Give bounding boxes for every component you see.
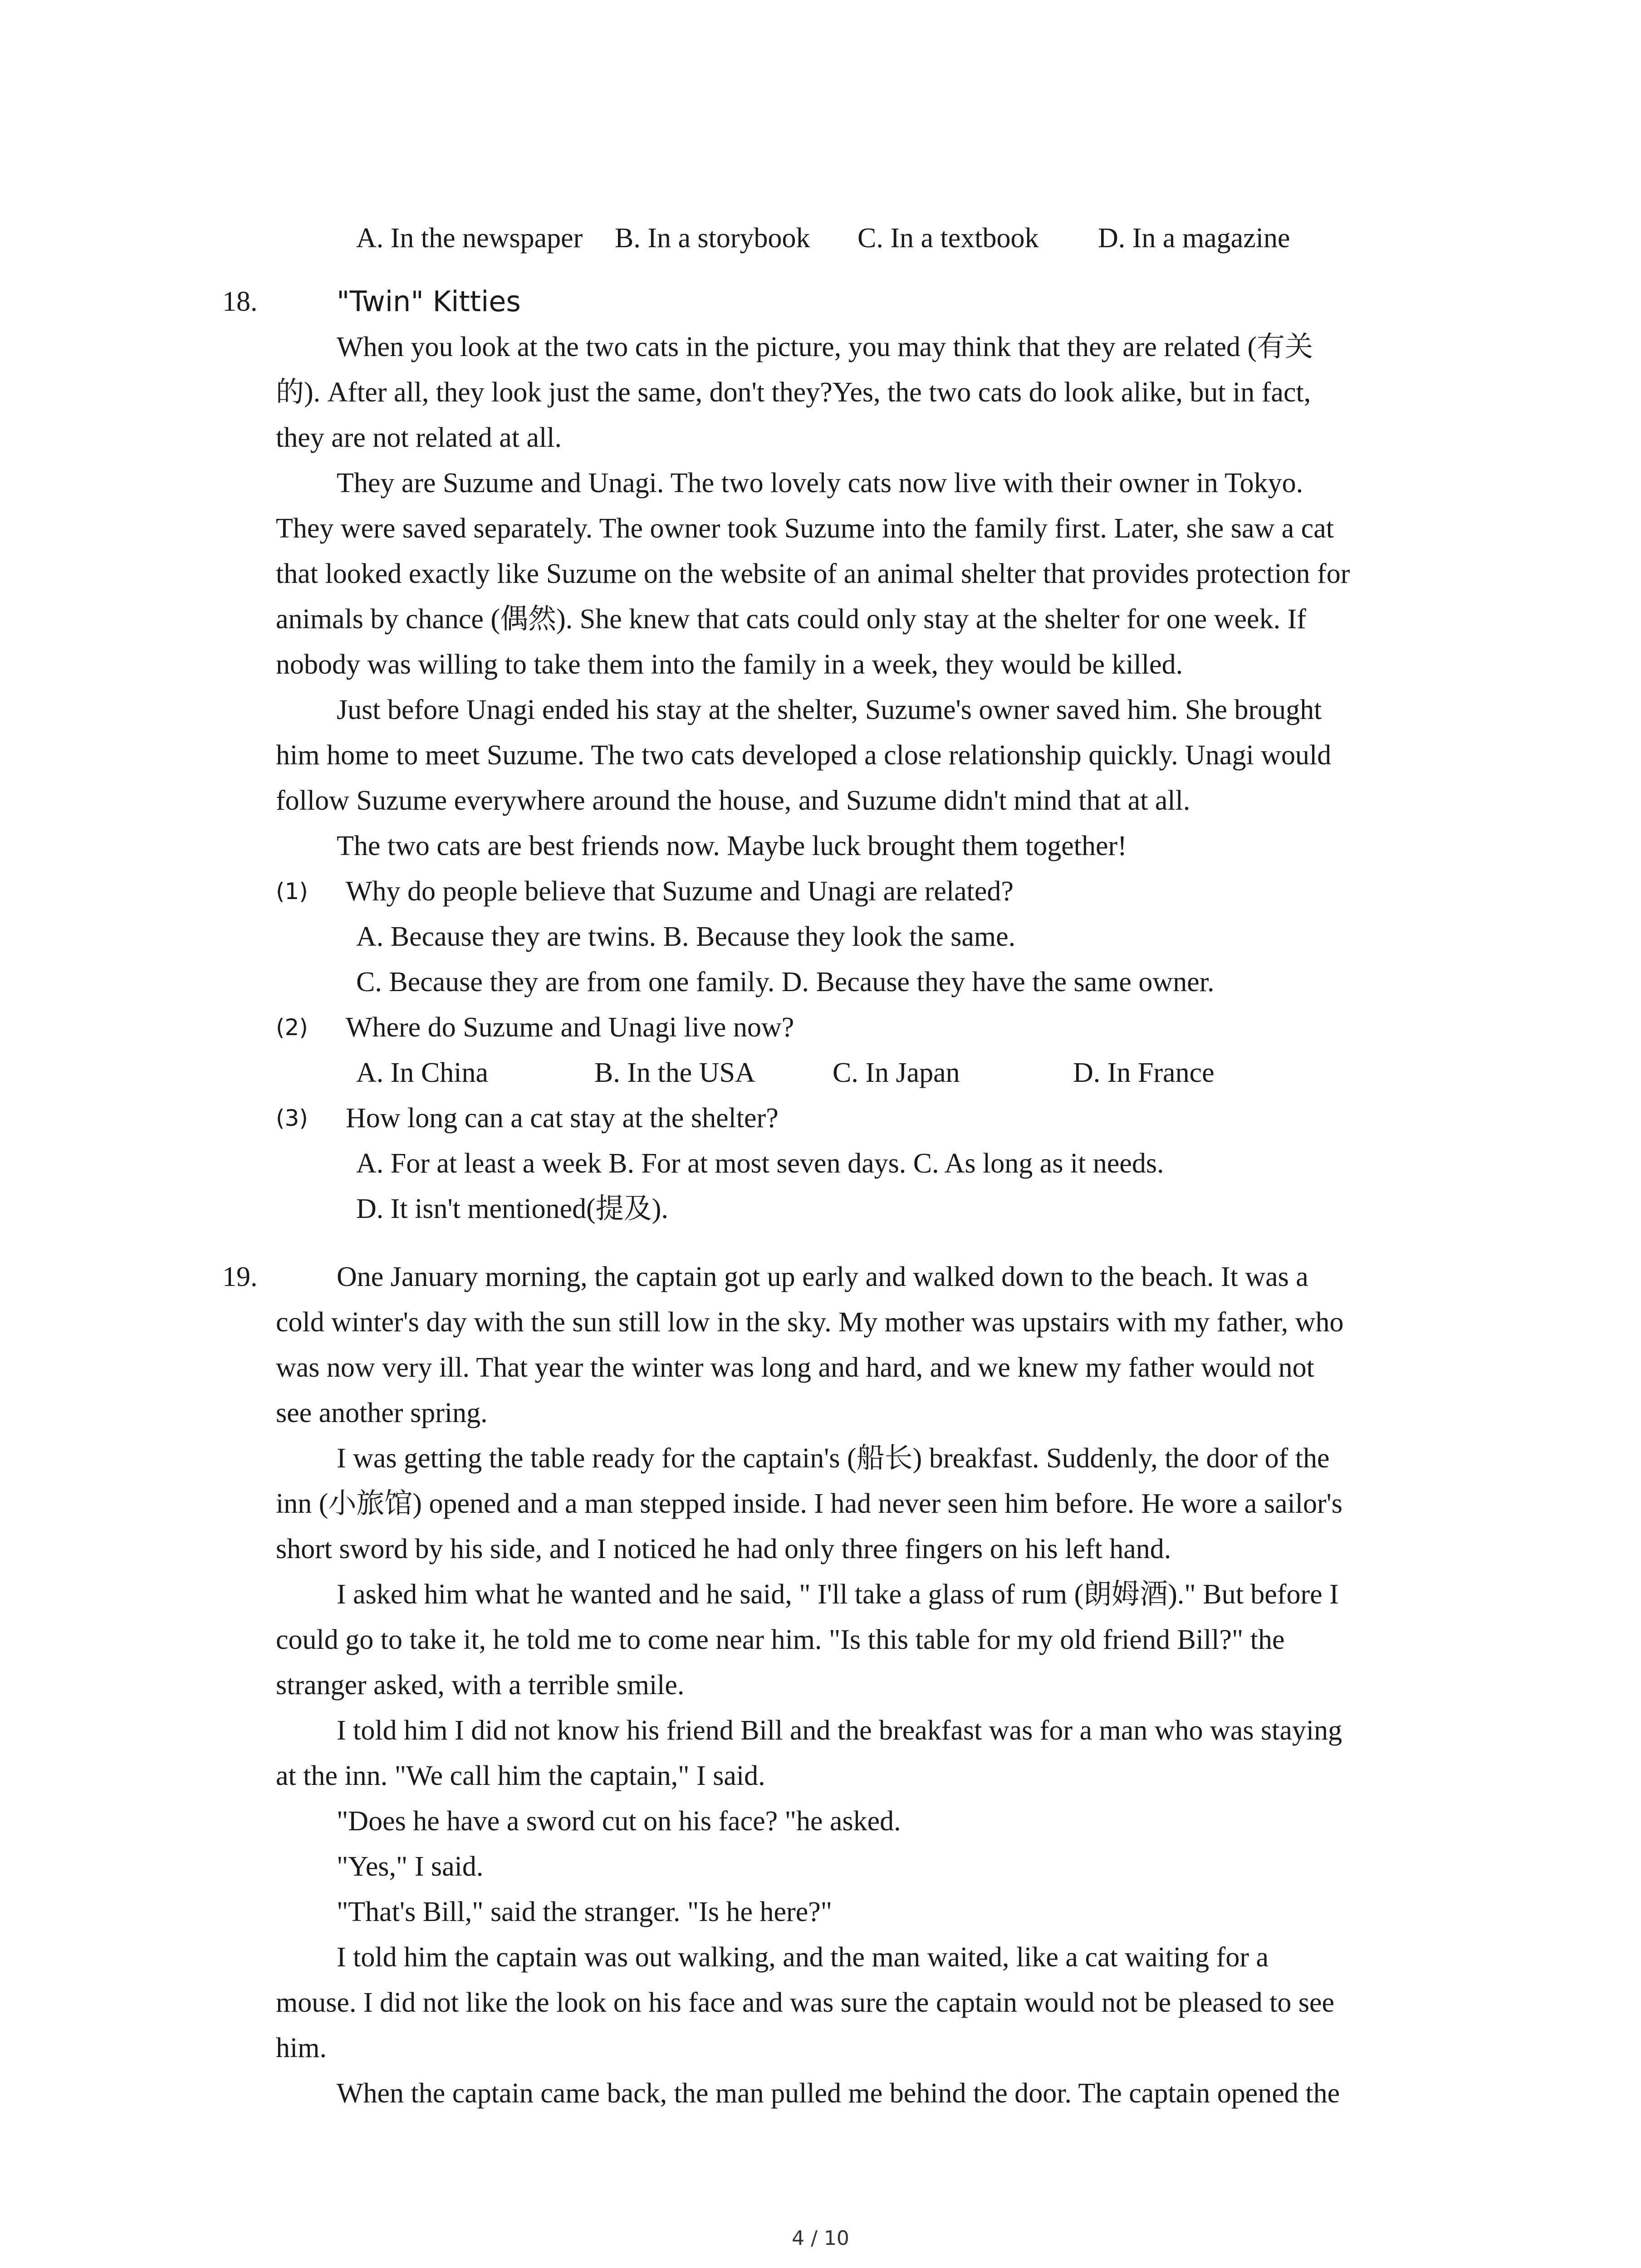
passage-line: "That's Bill," said the stranger. "Is he here?" — [337, 1897, 833, 1927]
passage-line: him. — [276, 2033, 327, 2063]
passage-line: I was getting the table ready for the captain's (船长) breakfast. Suddenly, the door of the — [337, 1443, 1330, 1474]
passage-line: They were saved separately. The owner took Suzume into the family first. Later, she saw a cat — [276, 513, 1334, 544]
passage-line: at the inn. "We call him the captain," I said. — [276, 1760, 765, 1791]
q18-sub1-options-line: A. Because they are twins. B. Because they look the same. — [356, 921, 1016, 952]
q18-sub1-text: Why do people believe that Suzume and Unagi are related? — [346, 876, 1014, 907]
passage-line: was now very ill. That year the winter was long and hard, and we knew my father would not — [276, 1352, 1314, 1383]
q18-sub2-option-d: D. In France — [1073, 1057, 1215, 1088]
q18-sub1-number: (1) — [276, 878, 308, 904]
passage-line: mouse. I did not like the look on his face and was sure the captain would not be pleased to see — [276, 1987, 1334, 2018]
passage-line: "Does he have a sword cut on his face? "he asked. — [337, 1806, 901, 1837]
passage-line: The two cats are best friends now. Maybe luck brought them together! — [337, 831, 1127, 861]
passage-line: When the captain came back, the man pulled me behind the door. The captain opened the — [337, 2078, 1340, 2109]
passage-line: inn (小旅馆) opened and a man stepped inside. I had never seen him before. He wore a sailor's — [276, 1488, 1342, 1519]
passage-line: They are Suzume and Unagi. The two lovely cats now live with their owner in Tokyo. — [337, 468, 1303, 499]
q18-sub3-number: (3) — [276, 1105, 308, 1131]
q19-number: 19. — [222, 1261, 258, 1292]
passage-line: follow Suzume everywhere around the house, and Suzume didn't mind that at all. — [276, 785, 1190, 816]
passage-line: Just before Unagi ended his stay at the shelter, Suzume's owner saved him. She brought — [337, 694, 1322, 725]
q18-sub3-text: How long can a cat stay at the shelter? — [346, 1103, 779, 1134]
q18-sub2-option-a: A. In China — [356, 1057, 489, 1088]
passage-line: that looked exactly like Suzume on the website of an animal shelter that provides protection for — [276, 558, 1350, 589]
passage-line: short sword by his side, and I noticed he had only three fingers on his left hand. — [276, 1534, 1171, 1564]
q18-sub2-option-c: C. In Japan — [833, 1057, 960, 1088]
q18-sub1-options-line: C. Because they are from one family. D. Because they have the same owner. — [356, 967, 1215, 997]
passage-line: could go to take it, he told me to come near him. "Is this table for my old friend Bill?" the — [276, 1624, 1285, 1655]
page-number: 4 / 10 — [792, 2227, 849, 2250]
q17-option-a: A. In the newspaper — [356, 223, 583, 254]
q18-sub3-options-line: D. It isn't mentioned(提及). — [356, 1193, 668, 1224]
passage-line: 的). After all, they look just the same, don't they?Yes, the two cats do look alike, but in fact, — [276, 377, 1311, 408]
q18-sub2-option-b: B. In the USA — [594, 1057, 755, 1088]
passage-line: I asked him what he wanted and he said, " I'll take a glass of rum (朗姆酒)." But before I — [337, 1579, 1339, 1610]
q17-option-b: B. In a storybook — [615, 223, 810, 254]
passage-line: stranger asked, with a terrible smile. — [276, 1670, 685, 1701]
q18-sub3-options-line: A. For at least a week B. For at most seven days. C. As long as it needs. — [356, 1148, 1164, 1179]
q18-title: "Twin" Kitties — [337, 285, 521, 318]
passage-line: I told him I did not know his friend Bill and the breakfast was for a man who was staying — [337, 1715, 1342, 1746]
passage-line: see another spring. — [276, 1398, 488, 1428]
passage-line: they are not related at all. — [276, 422, 562, 453]
passage-line: nobody was willing to take them into the family in a week, they would be killed. — [276, 649, 1183, 680]
passage-line: I told him the captain was out walking, and the man waited, like a cat waiting for a — [337, 1942, 1269, 1973]
q18-sub2-text: Where do Suzume and Unagi live now? — [346, 1012, 794, 1043]
q18-number: 18. — [222, 286, 258, 317]
passage-line: When you look at the two cats in the picture, you may think that they are related (有关 — [337, 332, 1313, 362]
passage-line: "Yes," I said. — [337, 1851, 484, 1882]
passage-line: One January morning, the captain got up early and walked down to the beach. It was a — [337, 1261, 1308, 1292]
passage-line: animals by chance (偶然). She knew that cats could only stay at the shelter for one week. If — [276, 604, 1306, 635]
q17-option-c: C. In a textbook — [857, 223, 1039, 254]
passage-line: him home to meet Suzume. The two cats developed a close relationship quickly. Unagi would — [276, 740, 1332, 771]
q17-option-d: D. In a magazine — [1098, 223, 1290, 254]
q18-sub2-number: (2) — [276, 1014, 308, 1041]
passage-line: cold winter's day with the sun still low in the sky. My mother was upstairs with my father, who — [276, 1307, 1344, 1338]
